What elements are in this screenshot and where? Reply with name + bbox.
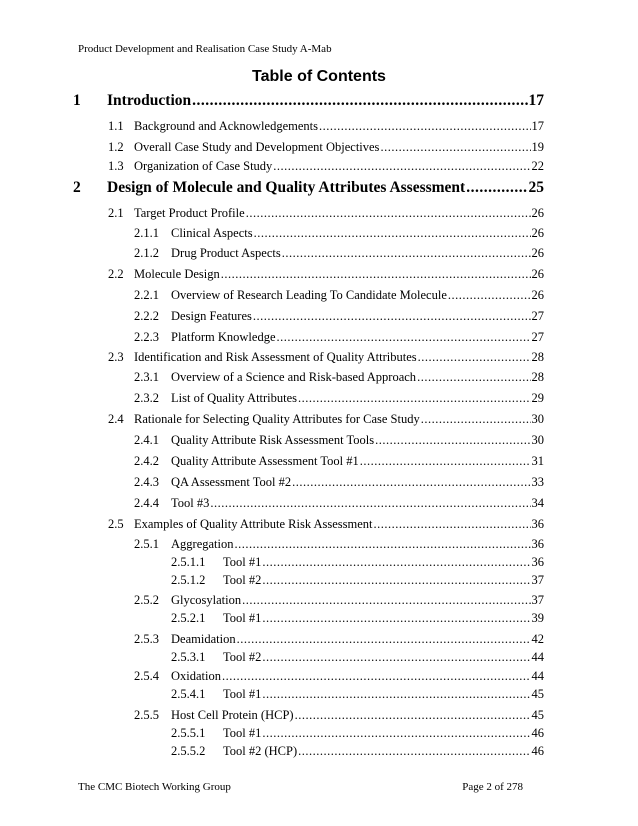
toc-entry-number: 2.4.3 bbox=[134, 475, 159, 489]
toc-entry-number: 2.5.1.1 bbox=[171, 555, 206, 569]
toc-entry-level-4[interactable] bbox=[171, 726, 544, 741]
toc-dot-leader bbox=[262, 573, 530, 588]
toc-entry-label: Host Cell Protein (HCP) bbox=[171, 708, 294, 722]
toc-entry-page: 26 bbox=[531, 288, 544, 302]
toc-dot-leader bbox=[192, 92, 527, 110]
toc-entry-page: 36 bbox=[531, 517, 544, 531]
toc-entry-page: 46 bbox=[531, 726, 544, 740]
toc-entry-page: 33 bbox=[531, 475, 544, 489]
toc-entry-label: Tool #1 bbox=[223, 726, 262, 740]
toc-entry-label: Tool #1 bbox=[223, 687, 262, 701]
toc-entry-label: Aggregation bbox=[171, 537, 234, 551]
toc-dot-leader bbox=[448, 288, 531, 303]
toc-entry-level-2[interactable] bbox=[108, 159, 544, 174]
toc-entry-level-3[interactable] bbox=[134, 288, 544, 303]
toc-entry-level-3[interactable] bbox=[134, 708, 544, 723]
toc-entry-page: 28 bbox=[531, 350, 544, 364]
toc-dot-leader bbox=[242, 593, 530, 608]
toc-entry-label: Overall Case Study and Development Objectives bbox=[134, 140, 380, 154]
toc-entry-label: Deamidation bbox=[171, 632, 236, 646]
toc-dot-leader bbox=[292, 475, 530, 490]
toc-entry-number: 2.5.4.1 bbox=[171, 687, 206, 701]
toc-entry-page: 27 bbox=[531, 330, 544, 344]
toc-entry-page: 45 bbox=[531, 708, 544, 722]
toc-entry-number: 1.1 bbox=[108, 119, 124, 133]
toc-entry-level-4[interactable] bbox=[171, 744, 544, 759]
toc-entry-level-4[interactable] bbox=[171, 650, 544, 665]
toc-entry-level-3[interactable] bbox=[134, 330, 544, 345]
toc-entry-number: 2.1.1 bbox=[134, 226, 159, 240]
toc-entry-level-2[interactable] bbox=[108, 267, 544, 282]
toc-dot-leader bbox=[298, 391, 530, 406]
toc-entry-page: 36 bbox=[531, 555, 544, 569]
toc-entry-label: Design of Molecule and Quality Attributes Assessment bbox=[107, 179, 466, 196]
toc-dot-leader bbox=[262, 650, 530, 665]
toc-entry-label: Quality Attribute Risk Assessment Tools bbox=[171, 433, 375, 447]
toc-entry-label: Tool #1 bbox=[223, 555, 262, 569]
toc-entry-level-4[interactable] bbox=[171, 611, 544, 626]
toc-dot-leader bbox=[222, 669, 531, 684]
toc-entry-label: Platform Knowledge bbox=[171, 330, 276, 344]
toc-entry-page: 34 bbox=[531, 496, 544, 510]
toc-entry-number: 1.3 bbox=[108, 159, 124, 173]
toc-entry-label: Organization of Case Study bbox=[134, 159, 273, 173]
toc-entry-page: 39 bbox=[531, 611, 544, 625]
toc-entry-page: 37 bbox=[531, 573, 544, 587]
page-title: Table of Contents bbox=[252, 68, 386, 85]
toc-entry-label: Quality Attribute Assessment Tool #1 bbox=[171, 454, 359, 468]
toc-entry-number: 2.5.2 bbox=[134, 593, 159, 607]
toc-dot-leader bbox=[295, 708, 531, 723]
toc-dot-leader bbox=[262, 611, 530, 626]
toc-dot-leader bbox=[210, 496, 530, 511]
toc-entry-number: 2.5.4 bbox=[134, 669, 159, 683]
toc-dot-leader bbox=[262, 555, 530, 570]
toc-entry-label: Overview of Research Leading To Candidate Molecule bbox=[171, 288, 447, 302]
toc-entry-number: 1.2 bbox=[108, 140, 124, 154]
toc-entry-number: 2.3 bbox=[108, 350, 124, 364]
footer-organization: The CMC Biotech Working Group bbox=[78, 781, 231, 793]
toc-entry-level-1[interactable] bbox=[73, 179, 544, 197]
toc-entry-number: 2 bbox=[73, 179, 81, 196]
toc-entry-level-3[interactable] bbox=[134, 632, 544, 647]
toc-entry-number: 2.5 bbox=[108, 517, 124, 531]
toc-entry-number: 2.5.1.2 bbox=[171, 573, 206, 587]
toc-dot-leader bbox=[221, 267, 531, 282]
toc-entry-level-3[interactable] bbox=[134, 669, 544, 684]
toc-entry-page: 44 bbox=[531, 650, 544, 664]
toc-entry-number: 1 bbox=[73, 92, 81, 109]
toc-entry-label: Overview of a Science and Risk-based Approach bbox=[171, 370, 417, 384]
toc-entry-page: 36 bbox=[531, 537, 544, 551]
toc-dot-leader bbox=[360, 454, 531, 469]
toc-entry-number: 2.5.5.1 bbox=[171, 726, 206, 740]
toc-dot-leader bbox=[246, 206, 531, 221]
toc-entry-page: 45 bbox=[531, 687, 544, 701]
toc-entry-level-3[interactable] bbox=[134, 370, 544, 385]
toc-entry-level-2[interactable] bbox=[108, 140, 544, 155]
toc-entry-level-4[interactable] bbox=[171, 687, 544, 702]
toc-entry-page: 31 bbox=[531, 454, 544, 468]
toc-dot-leader bbox=[375, 433, 530, 448]
toc-entry-level-2[interactable] bbox=[108, 412, 544, 427]
toc-entry-label: Design Features bbox=[171, 309, 252, 323]
toc-entry-level-2[interactable] bbox=[108, 119, 544, 134]
toc-entry-page: 27 bbox=[531, 309, 544, 323]
toc-entry-label: Drug Product Aspects bbox=[171, 246, 281, 260]
toc-dot-leader bbox=[421, 412, 531, 427]
toc-entry-level-3[interactable] bbox=[134, 537, 544, 552]
toc-dot-leader bbox=[466, 179, 527, 197]
toc-entry-label: QA Assessment Tool #2 bbox=[171, 475, 292, 489]
toc-entry-label: Tool #2 bbox=[223, 650, 262, 664]
toc-entry-level-3[interactable] bbox=[134, 454, 544, 469]
toc-entry-level-1[interactable] bbox=[73, 92, 544, 110]
toc-entry-label: Tool #2 (HCP) bbox=[223, 744, 298, 758]
toc-entry-label: Background and Acknowledgements bbox=[134, 119, 318, 133]
toc-entry-number: 2.4.1 bbox=[134, 433, 159, 447]
toc-entry-number: 2.4.2 bbox=[134, 454, 159, 468]
toc-entry-label: List of Quality Attributes bbox=[171, 391, 298, 405]
toc-entry-number: 2.2.1 bbox=[134, 288, 159, 302]
toc-entry-page: 26 bbox=[531, 246, 544, 260]
toc-entry-page: 44 bbox=[531, 669, 544, 683]
toc-dot-leader bbox=[273, 159, 530, 174]
toc-entry-number: 2.2 bbox=[108, 267, 124, 281]
toc-entry-page: 30 bbox=[531, 412, 544, 426]
toc-entry-label: Target Product Profile bbox=[134, 206, 245, 220]
toc-entry-level-4[interactable] bbox=[171, 555, 544, 570]
toc-entry-level-4[interactable] bbox=[171, 573, 544, 588]
toc-entry-number: 2.1 bbox=[108, 206, 124, 220]
toc-dot-leader bbox=[282, 246, 531, 261]
toc-entry-number: 2.2.3 bbox=[134, 330, 159, 344]
toc-entry-page: 26 bbox=[531, 206, 544, 220]
toc-dot-leader bbox=[234, 537, 530, 552]
toc-dot-leader bbox=[262, 687, 530, 702]
toc-entry-label: Oxidation bbox=[171, 669, 221, 683]
toc-entry-label: Tool #3 bbox=[171, 496, 210, 510]
toc-entry-number: 2.5.2.1 bbox=[171, 611, 206, 625]
toc-entry-level-2[interactable] bbox=[108, 517, 544, 532]
toc-entry-number: 2.3.2 bbox=[134, 391, 159, 405]
toc-entry-level-3[interactable] bbox=[134, 496, 544, 511]
toc-dot-leader bbox=[418, 350, 531, 365]
toc-entry-number: 2.1.2 bbox=[134, 246, 159, 260]
toc-entry-page: 30 bbox=[531, 433, 544, 447]
toc-entry-level-3[interactable] bbox=[134, 309, 544, 324]
toc-dot-leader bbox=[262, 726, 530, 741]
toc-entry-page: 28 bbox=[531, 370, 544, 384]
toc-entry-level-3[interactable] bbox=[134, 226, 544, 241]
toc-entry-label: Examples of Quality Attribute Risk Assessment bbox=[134, 517, 373, 531]
running-header: Product Development and Realisation Case Study A-Mab bbox=[78, 43, 332, 55]
toc-entry-level-2[interactable] bbox=[108, 350, 544, 365]
toc-entry-page: 17 bbox=[531, 119, 544, 133]
toc-entry-level-3[interactable] bbox=[134, 433, 544, 448]
toc-entry-level-3[interactable] bbox=[134, 593, 544, 608]
toc-entry-level-3[interactable] bbox=[134, 475, 544, 490]
toc-entry-label: Glycosylation bbox=[171, 593, 242, 607]
toc-dot-leader bbox=[277, 330, 531, 345]
footer-page-number: Page 2 of 278 bbox=[462, 781, 523, 793]
toc-entry-page: 19 bbox=[531, 140, 544, 154]
toc-entry-level-2[interactable] bbox=[108, 206, 544, 221]
toc-entry-label: Clinical Aspects bbox=[171, 226, 253, 240]
toc-entry-label: Rationale for Selecting Quality Attributes for Case Study bbox=[134, 412, 420, 426]
toc-dot-leader bbox=[298, 744, 530, 759]
toc-entry-label: Tool #1 bbox=[223, 611, 262, 625]
toc-entry-page: 26 bbox=[531, 267, 544, 281]
toc-entry-number: 2.5.1 bbox=[134, 537, 159, 551]
toc-dot-leader bbox=[319, 119, 531, 134]
toc-entry-number: 2.4.4 bbox=[134, 496, 159, 510]
toc-dot-leader bbox=[374, 517, 531, 532]
toc-dot-leader bbox=[417, 370, 530, 385]
toc-entry-label: Molecule Design bbox=[134, 267, 220, 281]
toc-entry-page: 26 bbox=[531, 226, 544, 240]
toc-entry-page: 17 bbox=[528, 92, 544, 109]
toc-entry-label: Introduction bbox=[107, 92, 192, 109]
toc-dot-leader bbox=[253, 309, 531, 324]
toc-entry-number: 2.5.3.1 bbox=[171, 650, 206, 664]
toc-entry-level-3[interactable] bbox=[134, 246, 544, 261]
toc-entry-level-3[interactable] bbox=[134, 391, 544, 406]
toc-entry-number: 2.5.3 bbox=[134, 632, 159, 646]
toc-dot-leader bbox=[380, 140, 530, 155]
toc-entry-page: 29 bbox=[531, 391, 544, 405]
toc-entry-number: 2.3.1 bbox=[134, 370, 159, 384]
toc-entry-number: 2.5.5.2 bbox=[171, 744, 206, 758]
toc-dot-leader bbox=[254, 226, 531, 241]
toc-entry-label: Tool #2 bbox=[223, 573, 262, 587]
toc-entry-number: 2.5.5 bbox=[134, 708, 159, 722]
toc-entry-label: Identification and Risk Assessment of Quality Attributes bbox=[134, 350, 417, 364]
toc-entry-page: 22 bbox=[531, 159, 544, 173]
toc-dot-leader bbox=[237, 632, 531, 647]
toc-entry-page: 42 bbox=[531, 632, 544, 646]
toc-entry-page: 37 bbox=[531, 593, 544, 607]
toc-entry-page: 46 bbox=[531, 744, 544, 758]
toc-entry-number: 2.2.2 bbox=[134, 309, 159, 323]
toc-entry-page: 25 bbox=[528, 179, 544, 196]
toc-entry-number: 2.4 bbox=[108, 412, 124, 426]
